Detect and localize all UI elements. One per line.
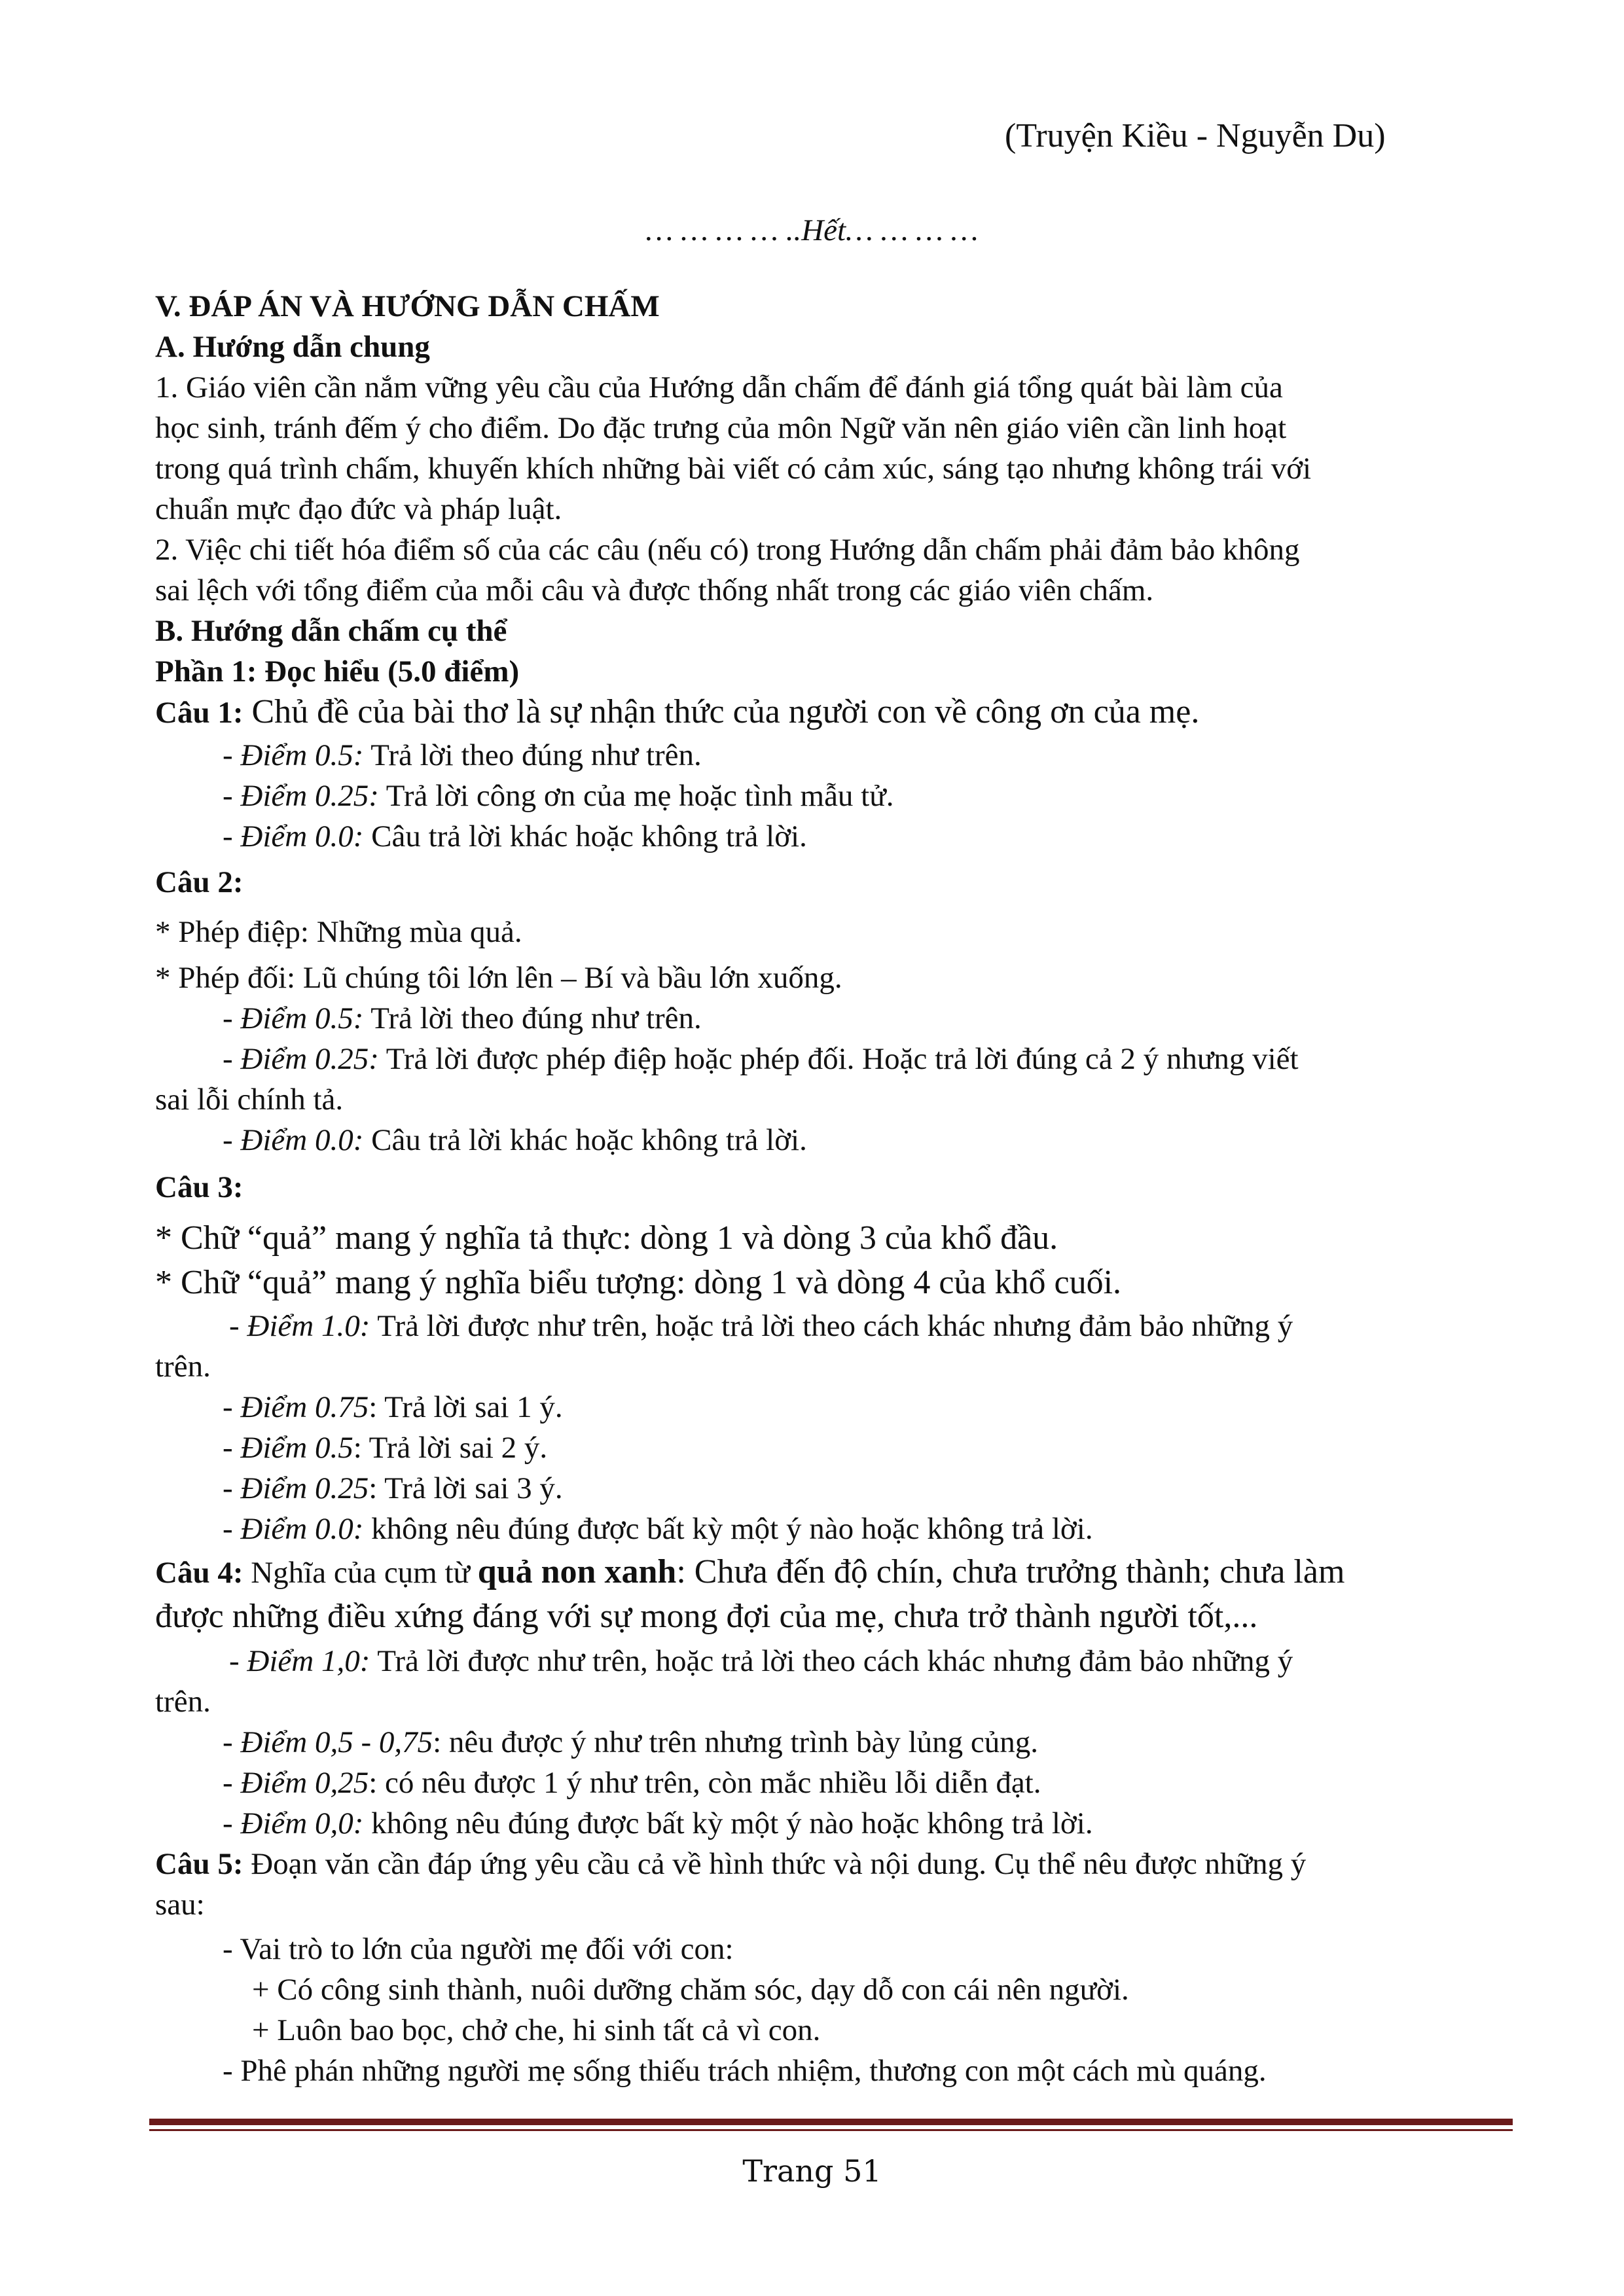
footer-rule-thick [149,2119,1513,2125]
q3-label: Câu 3: [155,1170,244,1204]
q5-bullet: - Phê phán những người mẹ sống thiếu trách nhiệm, thương con một cách mù quáng. [223,2054,1267,2088]
q1-score-line: - Điểm 0.5: Trả lời theo đúng như trên. [223,738,702,772]
q4-score-line-cont: trên. [155,1685,211,1719]
q5-sub-bullet: + Luôn bao bọc, chở che, hi sinh tất cả vì con. [252,2013,821,2047]
q4-label: Câu 4: [155,1556,244,1590]
q3-score-line: - Điểm 1.0: Trả lời được như trên, hoặc trả lời theo cách khác nhưng đảm bảo những ý [229,1309,1293,1343]
section-title: V. ĐÁP ÁN VÀ HƯỚNG DẪN CHẤM [155,289,660,323]
q4-score-line: - Điểm 1,0: Trả lời được như trên, hoặc trả lời theo cách khác nhưng đảm bảo những ý [229,1644,1293,1678]
q1-label: Câu 1: [155,696,244,730]
general-heading: A. Hướng dẫn chung [155,330,430,364]
general-p1-line: chuẩn mực đạo đức và pháp luật. [155,492,562,526]
q2-answer: * Phép điệp: Những mùa quả. [155,915,522,949]
q3-score-line: - Điểm 0.0: không nêu đúng được bất kỳ một ý nào hoặc không trả lời. [223,1512,1093,1546]
q3-score-line: - Điểm 0.75: Trả lời sai 1 ý. [223,1390,563,1424]
part1-heading: Phần 1: Đọc hiểu (5.0 điểm) [155,655,520,689]
page-number: Trang 51 [742,2153,882,2189]
general-p1-line: trong quá trình chấm, khuyến khích những bài viết có cảm xúc, sáng tạo nhưng không trái với [155,452,1312,486]
general-p1-line: học sinh, tránh đếm ý cho điểm. Do đặc trưng của môn Ngữ văn nên giáo viên cần linh hoạt [155,411,1287,445]
q2-score-line: - Điểm 0.5: Trả lời theo đúng như trên. [223,1001,702,1035]
q4-score-line: - Điểm 0,5 - 0,75: nêu được ý như trên nhưng trình bày lủng củng. [223,1725,1039,1759]
q4-answer: Câu 4: Nghĩa của cụm từ quả non xanh: Chưa đến độ chín, chưa trưởng thành; chưa làm [155,1553,1345,1590]
q1-answer: Câu 1: Chủ đề của bài thơ là sự nhận thức của người con về công ơn của mẹ. [155,693,1200,730]
q3-answer: * Chữ “quả” mang ý nghĩa tả thực: dòng 1 và dòng 3 của khổ đầu. [155,1219,1058,1257]
q5-answer: Câu 5: Đoạn văn cần đáp ứng yêu cầu cả về hình thức và nội dung. Cụ thể nêu được những ý [155,1847,1307,1881]
q2-score-line-cont: sai lỗi chính tả. [155,1083,344,1117]
q4-term: quả non xanh [477,1553,677,1590]
q1-score-line: - Điểm 0.0: Câu trả lời khác hoặc không trả lời. [223,819,807,853]
q5-label: Câu 5: [155,1847,244,1881]
q5-sub-bullet: + Có công sinh thành, nuôi dưỡng chăm sóc, dạy dỗ con cái nên người. [252,1973,1129,2007]
q3-score-line: - Điểm 0.25: Trả lời sai 3 ý. [223,1471,563,1505]
q4-answer-cont: được những điều xứng đáng với sự mong đợi của mẹ, chưa trở thành người tốt,... [155,1598,1258,1635]
q3-score-line-cont: trên. [155,1350,211,1384]
q2-score-line: - Điểm 0.25: Trả lời được phép điệp hoặc phép đối. Hoặc trả lời đúng cả 2 ý nhưng viết [223,1042,1299,1076]
footer-rule-thin [149,2129,1513,2131]
q3-score-line: - Điểm 0.5: Trả lời sai 2 ý. [223,1431,548,1465]
q1-score-line: - Điểm 0.25: Trả lời công ơn của mẹ hoặc tình mẫu tử. [223,779,894,813]
specific-heading: B. Hướng dẫn chấm cụ thể [155,614,507,648]
q2-score-line: - Điểm 0.0: Câu trả lời khác hoặc không trả lời. [223,1123,807,1157]
q2-answer: * Phép đối: Lũ chúng tôi lớn lên – Bí và bầu lớn xuống. [155,961,842,995]
general-p2-line: 2. Việc chi tiết hóa điểm số của các câu (nếu có) trong Hướng dẫn chấm phải đảm bảo không [155,533,1300,567]
q5-bullet: - Vai trò to lớn của người mẹ đối với con: [223,1932,734,1966]
q4-score-line: - Điểm 0,0: không nêu đúng được bất kỳ một ý nào hoặc không trả lời. [223,1806,1093,1840]
general-p2-line: sai lệch với tổng điểm của mỗi câu và được thống nhất trong các giáo viên chấm. [155,573,1154,607]
q5-answer-cont: sau: [155,1888,205,1922]
source-citation: (Truyện Kiều - Nguyễn Du) [1005,117,1386,154]
q4-score-line: - Điểm 0,25: có nêu được 1 ý như trên, còn mắc nhiều lỗi diễn đạt. [223,1766,1041,1800]
q2-label: Câu 2: [155,865,244,899]
end-mark: … … … … ..Hết… … … … [645,213,979,247]
q3-answer: * Chữ “quả” mang ý nghĩa biểu tượng: dòng 1 và dòng 4 của khổ cuối. [155,1264,1122,1301]
general-p1-line: 1. Giáo viên cần nắm vững yêu cầu của Hướng dẫn chấm để đánh giá tổng quát bài làm của [155,370,1283,404]
